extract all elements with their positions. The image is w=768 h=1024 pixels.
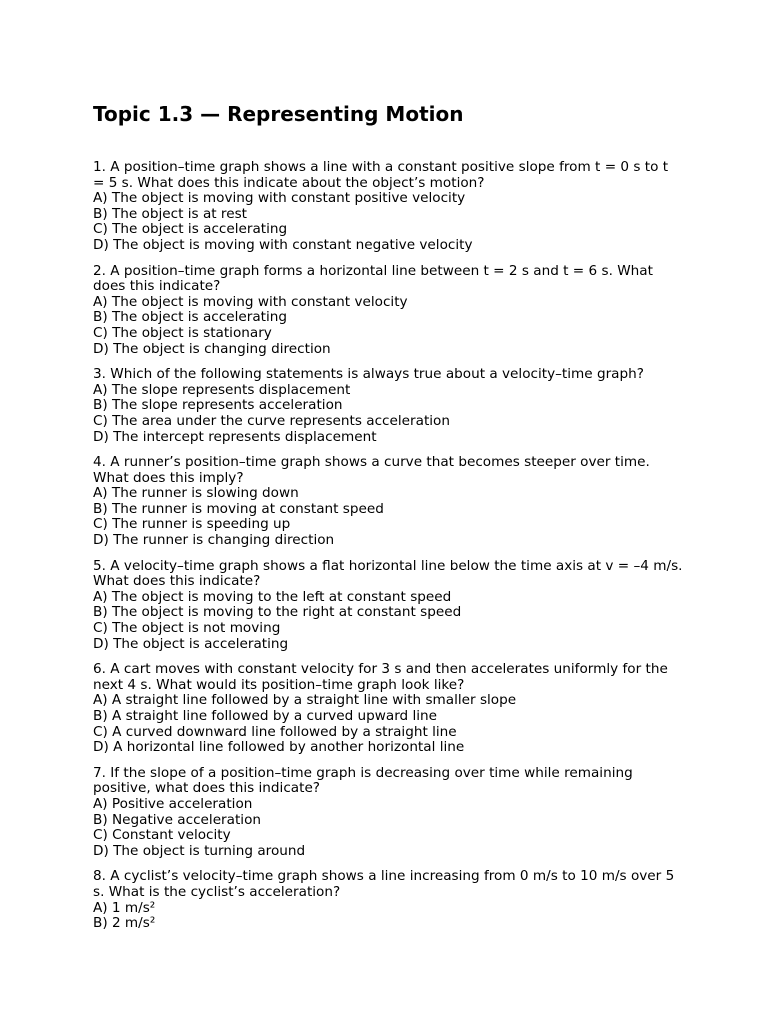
answer-option: A) The object is moving with constant positive velocity xyxy=(93,190,466,207)
answer-options xyxy=(93,693,683,755)
answer-options xyxy=(93,295,683,357)
question-item xyxy=(93,264,683,358)
answer-option: C) The object is accelerating xyxy=(93,221,288,238)
answer-option: C) The object is not moving xyxy=(93,620,281,637)
question-item xyxy=(93,455,683,549)
question-text: 7. If the slope of a position–time graph is decreasing over time while remaining positive, what does this indicate? xyxy=(93,764,633,797)
answer-option: D) The object is accelerating xyxy=(93,635,289,652)
question-text: 2. A position–time graph forms a horizontal line between t = 2 s and t = 6 s. What does this indicate? xyxy=(93,262,653,295)
answer-option: B) The slope represents acceleration xyxy=(93,397,343,414)
answer-option: B) The object is moving to the right at constant speed xyxy=(93,604,462,621)
answer-option: D) The object is turning around xyxy=(93,842,306,859)
page-title: Topic 1.3 — Representing Motion xyxy=(93,102,464,126)
answer-option: B) Negative acceleration xyxy=(93,811,262,828)
answer-option: B) A straight line followed by a curved upward line xyxy=(93,708,438,724)
answer-option: D) The object is moving with constant negative velocity xyxy=(93,236,473,253)
question-item xyxy=(93,367,683,445)
answer-option: D) The runner is changing direction xyxy=(93,532,335,549)
answer-options xyxy=(93,797,683,859)
question-item xyxy=(93,869,683,931)
answer-options xyxy=(93,191,683,253)
answer-option: D) The intercept represents displacement xyxy=(93,428,377,445)
answer-option: C) The area under the curve represents acceleration xyxy=(93,412,450,429)
answer-option: B) The runner is moving at constant speed xyxy=(93,500,384,517)
question-item xyxy=(93,766,683,860)
answer-option: C) Constant velocity xyxy=(93,827,231,844)
answer-option: D) A horizontal line followed by another horizontal line xyxy=(93,739,465,756)
answer-option: A) Positive acceleration xyxy=(93,795,253,812)
question-text: 8. A cyclist’s velocity–time graph shows a line increasing from 0 m/s to 10 m/s over 5 s. What is the cyclist’s acceleration? xyxy=(93,868,675,900)
question-text: 5. A velocity–time graph shows a flat horizontal line below the time axis at v = –4 m/s. What does this indicate? xyxy=(93,557,683,590)
answer-option: B) The object is at rest xyxy=(93,205,247,222)
answer-options xyxy=(93,590,683,652)
answer-option: B) The object is accelerating xyxy=(93,309,287,326)
answer-option: D) The object is changing direction xyxy=(93,340,331,357)
answer-option: A) The runner is slowing down xyxy=(93,485,299,502)
answer-option: A) A straight line followed by a straight line with smaller slope xyxy=(93,692,517,709)
answer-option: C) A curved downward line followed by a straight line xyxy=(93,723,457,740)
question-item xyxy=(93,559,683,653)
question-text: 1. A position–time graph shows a line with a constant positive slope from t = 0 s to t = 5 s. What does this indicate about the object’s motion? xyxy=(93,159,669,191)
answer-option: A) The object is moving with constant velocity xyxy=(93,293,408,310)
question-text: 6. A cart moves with constant velocity for 3 s and then accelerates uniformly for the next 4 s. What would its position–time graph look like? xyxy=(93,661,668,693)
answer-option: A) The object is moving to the left at constant speed xyxy=(93,588,452,605)
answer-option: B) 2 m/s² xyxy=(93,915,156,932)
answer-option: C) The runner is speeding up xyxy=(93,516,291,533)
question-item xyxy=(93,160,683,254)
answer-options xyxy=(93,901,683,932)
answer-option: A) 1 m/s² xyxy=(93,899,156,916)
document-page xyxy=(93,101,683,942)
question-list xyxy=(93,160,683,932)
answer-option: A) The slope represents displacement xyxy=(93,381,351,398)
question-text: 4. A runner’s position–time graph shows a curve that becomes steeper over time. What does this imply? xyxy=(93,454,650,486)
question-item xyxy=(93,662,683,756)
question-text: 3. Which of the following statements is always true about a velocity–time graph? xyxy=(93,366,644,383)
answer-option: C) The object is stationary xyxy=(93,324,272,341)
answer-options xyxy=(93,486,683,548)
answer-options xyxy=(93,383,683,445)
